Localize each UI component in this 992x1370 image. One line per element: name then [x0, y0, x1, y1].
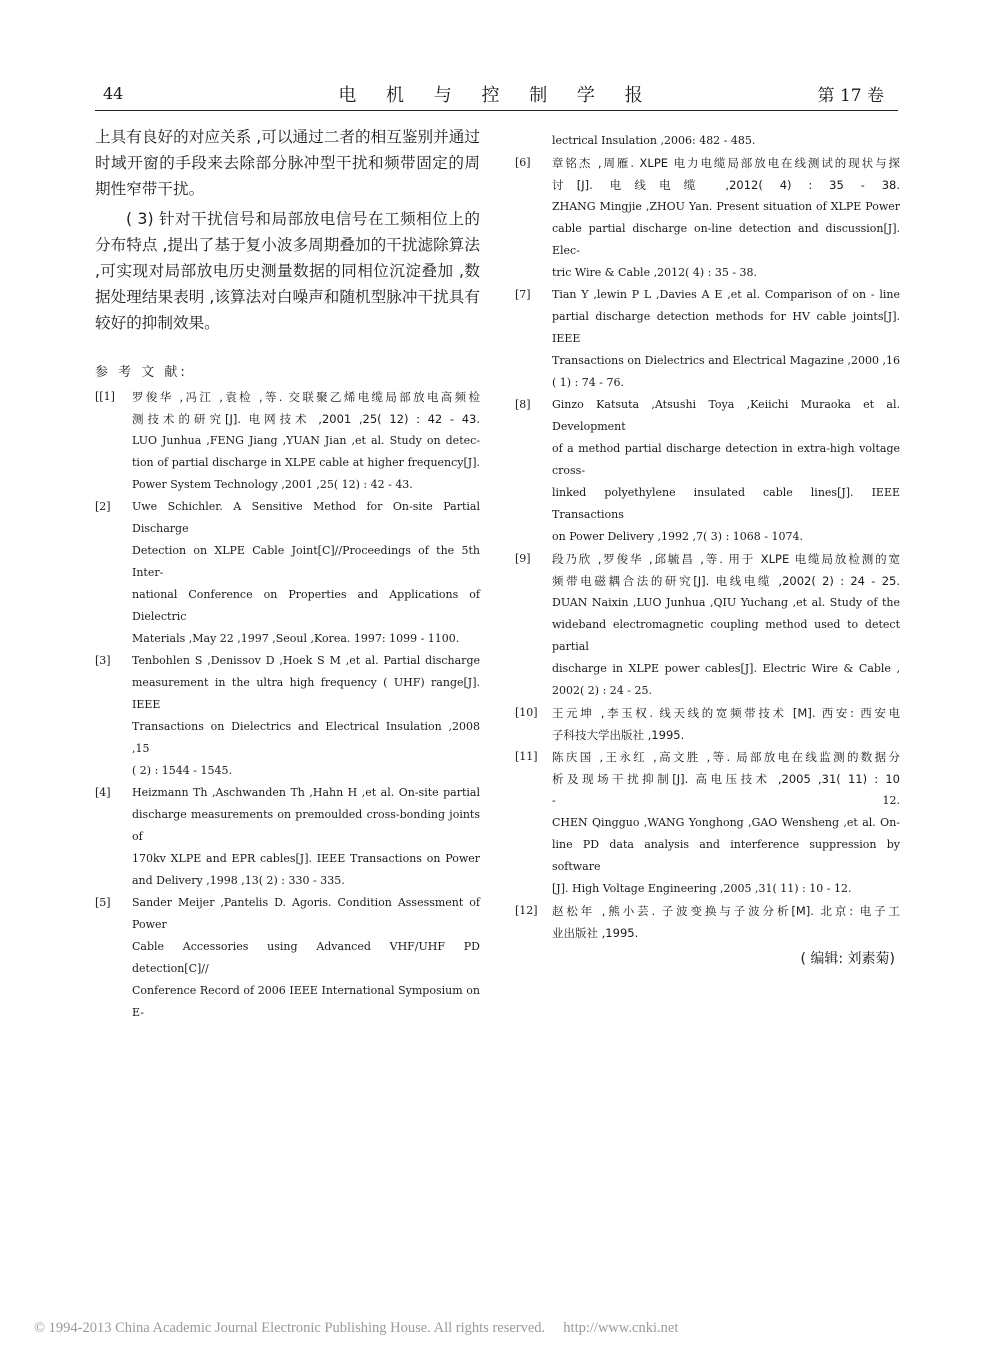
reference-line: DUAN Naixin ,LUO Junhua ,QIU Yuchang ,et al. Study of the: [552, 596, 900, 609]
reference-number: [10]: [515, 706, 538, 719]
reference-line: measurement in the ultra high frequency ( UHF) range[J]. IEEE: [132, 676, 480, 711]
reference-number: [8]: [515, 398, 531, 411]
reference-number: [4]: [95, 786, 111, 799]
reference-list-right: [515, 130, 900, 944]
reference-item: [515, 548, 900, 702]
reference-item: [515, 394, 900, 548]
reference-line: cable partial discharge on-line detection and discussion[J]. Elec-: [552, 222, 900, 257]
editor-note: ( 编辑: 刘素菊): [800, 951, 895, 967]
reference-number: [9]: [515, 552, 531, 565]
reference-line: 测技术的研究[J]. 电网技术 ,2001 ,25( 12) : 42 - 43.: [132, 412, 480, 426]
copyright-footer: © 1994-2013 China Academic Journal Electronic Publishing House. All rights reserved. http://www.cnki.net: [34, 1320, 679, 1336]
reference-item: [95, 892, 480, 1024]
reference-number: [11]: [515, 750, 538, 763]
reference-item: [95, 782, 480, 892]
reference-line: ZHANG Mingjie ,ZHOU Yan. Present situation of XLPE Power: [552, 200, 900, 213]
reference-line: CHEN Qingguo ,WANG Yonghong ,GAO Wensheng ,et al. On-: [552, 816, 900, 829]
reference-number: [3]: [95, 654, 111, 667]
reference-line: Tenbohlen S ,Denissov D ,Hoek S M ,et al. Partial discharge: [132, 654, 480, 667]
reference-line: 业出版社 ,1995.: [552, 926, 639, 940]
reference-item: [515, 152, 900, 284]
left-column: [95, 124, 480, 1024]
reference-line: tion of partial discharge in XLPE cable at higher frequency[J].: [132, 456, 480, 469]
reference-line: partial discharge detection methods for HV cable joints[J]. IEEE: [552, 310, 900, 345]
reference-line: 频带电磁耦合法的研究[J]. 电线电缆 ,2002( 2) : 24 - 25.: [552, 574, 900, 588]
reference-line: 170kv XLPE and EPR cables[J]. IEEE Transactions on Power: [132, 852, 480, 865]
body-paragraph: 上具有良好的对应关系 ,可以通过二者的相互鉴别并通过时域开窗的手段来去除部分脉冲型干扰和频带固定的周期性窄带干扰。: [95, 128, 480, 198]
reference-line: linked polyethylene insulated cable lines[J]. IEEE Transactions: [552, 486, 900, 521]
reference-line: line PD data analysis and interference suppression by software: [552, 838, 900, 873]
reference-line: 2002( 2) : 24 - 25.: [552, 684, 652, 697]
reference-line: 析及现场干扰抑制[J]. 高电压技术 ,2005 ,31( 11) : 10: [552, 772, 900, 786]
reference-line: wideband electromagnetic coupling method used to detect partial: [552, 618, 900, 653]
reference-line: 罗俊华 ,冯江 ,袁检 ,等. 交联聚乙烯电缆局部放电高频检: [132, 390, 480, 404]
reference-line: Conference Record of 2006 IEEE International Symposium on E-: [132, 984, 480, 1019]
reference-line: [J]. High Voltage Engineering ,2005 ,31( 11) : 10 - 12.: [552, 882, 852, 895]
reference-line: of a method partial discharge detection in extra-high voltage cross-: [552, 442, 900, 477]
reference-item: [515, 900, 900, 944]
references-heading: 参 考 文 献:: [95, 365, 188, 380]
reference-line: 讨[J]. 电线电缆 ,2012( 4) : 35 - 38.: [552, 178, 900, 192]
reference-line: discharge in XLPE power cables[J]. Electric Wire & Cable ,: [552, 662, 900, 675]
reference-line: and Delivery ,1998 ,13( 2) : 330 - 335.: [132, 874, 345, 887]
reference-item: [515, 130, 900, 152]
reference-line: Materials ,May 22 ,1997 ,Seoul ,Korea. 1997: 1099 - 1100.: [132, 632, 460, 645]
reference-line: - 12.: [552, 794, 900, 807]
reference-line: 赵松年 ,熊小芸. 子波变换与子波分析[M]. 北京: 电子工: [552, 904, 900, 918]
reference-line: Tian Y ,lewin P L ,Davies A E ,et al. Comparison of on - line: [552, 288, 900, 301]
reference-number: [2]: [95, 500, 111, 513]
reference-line: Transactions on Dielectrics and Electrical Insulation ,2008 ,15: [132, 720, 480, 755]
right-column: [515, 130, 900, 968]
reference-item: [515, 284, 900, 394]
volume-label: 第 17 卷: [817, 86, 884, 106]
reference-line: Uwe Schichler. A Sensitive Method for On-site Partial Discharge: [132, 500, 480, 535]
reference-item: [515, 702, 900, 746]
reference-number: [6]: [515, 156, 531, 169]
reference-line: 章铭杰 ,周雁. XLPE 电力电缆局部放电在线测试的现状与探: [552, 156, 900, 170]
reference-line: Power System Technology ,2001 ,25( 12) : 42 - 43.: [132, 478, 413, 491]
reference-line: Ginzo Katsuta ,Atsushi Toya ,Keiichi Muraoka et al. Development: [552, 398, 900, 433]
reference-line: Sander Meijer ,Pantelis D. Agoris. Condition Assessment of Power: [132, 896, 480, 931]
journal-title: 电 机 与 控 制 学 报: [338, 85, 655, 106]
page-header: [95, 80, 898, 110]
reference-list-left: [95, 386, 480, 1024]
reference-item: [95, 386, 480, 496]
reference-item: [95, 650, 480, 782]
reference-line: discharge measurements on premoulded cross-bonding joints of: [132, 808, 480, 843]
reference-line: tric Wire & Cable ,2012( 4) : 35 - 38.: [552, 266, 758, 279]
reference-line: Heizmann Th ,Aschwanden Th ,Hahn H ,et al. On-site partial: [132, 786, 480, 799]
reference-line: 陈庆国 ,王永红 ,高文胜 ,等. 局部放电在线监测的数据分: [552, 750, 900, 764]
reference-line: LUO Junhua ,FENG Jiang ,YUAN Jian ,et al. Study on detec-: [132, 434, 480, 447]
reference-item: [515, 746, 900, 900]
reference-line: Detection on XLPE Cable Joint[C]//Proceedings of the 5th Inter-: [132, 544, 480, 579]
reference-line: Cable Accessories using Advanced VHF/UHF PD detection[C]//: [132, 940, 480, 975]
reference-line: 段乃欣 ,罗俊华 ,邱毓昌 ,等. 用于 XLPE 电缆局放检测的宽: [552, 552, 900, 566]
reference-line: national Conference on Properties and Applications of Dielectric: [132, 588, 480, 623]
header-rule: [95, 110, 898, 111]
reference-line: lectrical Insulation ,2006: 482 - 485.: [552, 134, 756, 147]
body-paragraph: ( 3) 针对干扰信号和局部放电信号在工频相位上的分布特点 ,提出了基于复小波多周期叠加的干扰滤除算法 ,可实现对局部放电历史测量数据的同相位沉淀叠加 ,数据处理结果表明 ,该算法对白噪声和随机型脉冲干扰具有较好的抑制效果。: [95, 210, 480, 332]
reference-number: [7]: [515, 288, 531, 301]
reference-line: Transactions on Dielectrics and Electrical Magazine ,2000 ,16: [552, 354, 900, 367]
reference-line: 子科技大学出版社 ,1995.: [552, 728, 685, 742]
reference-number: [12]: [515, 904, 538, 917]
reference-number: [[1]: [95, 390, 115, 403]
page-number: 44: [103, 84, 124, 103]
reference-line: on Power Delivery ,1992 ,7( 3) : 1068 - 1074.: [552, 530, 803, 543]
reference-item: [95, 496, 480, 650]
reference-number: [5]: [95, 896, 111, 909]
reference-line: 王元坤 ,李玉权. 线天线的宽频带技术 [M]. 西安: 西安电: [552, 706, 900, 720]
reference-line: ( 2) : 1544 - 1545.: [132, 764, 232, 777]
reference-line: ( 1) : 74 - 76.: [552, 376, 624, 389]
